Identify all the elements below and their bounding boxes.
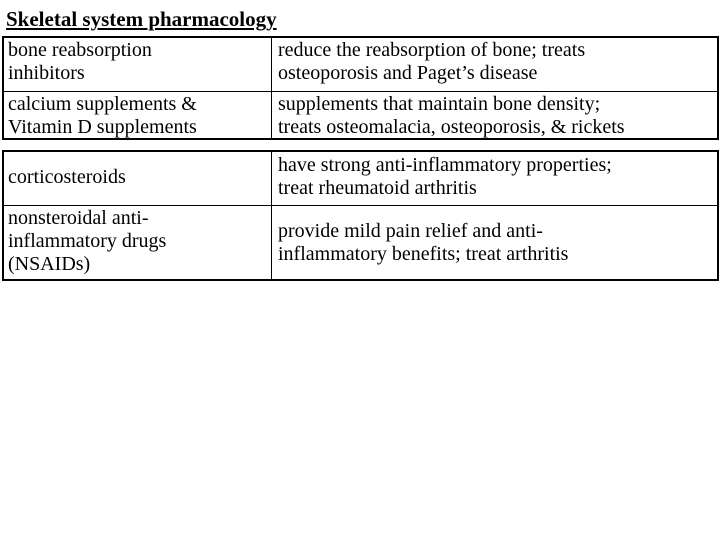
drug-description-cell: provide mild pain relief and anti- inflammatory benefits; treat arthritis (278, 220, 569, 265)
drug-class-cell: calcium supplements & Vitamin D supplements (8, 93, 197, 138)
drug-description-cell: have strong anti-inflammatory properties; treat rheumatoid arthritis (278, 154, 612, 199)
table-row (4, 91, 717, 139)
drug-description-cell: supplements that maintain bone density; treats osteomalacia, osteoporosis, & rickets (278, 93, 625, 138)
page-title: Skeletal system pharmacology (6, 7, 277, 31)
drug-class-cell: bone reabsorption inhibitors (8, 39, 152, 84)
drug-class-cell: corticosteroids (8, 166, 126, 188)
table-row (4, 152, 717, 205)
drug-table (2, 150, 719, 281)
drug-class-cell: nonsteroidal anti- inflammatory drugs (NSAIDs) (8, 207, 167, 275)
table-row (4, 38, 717, 91)
table-row (4, 205, 717, 280)
drug-description-cell: reduce the reabsorption of bone; treats osteoporosis and Paget’s disease (278, 39, 586, 84)
drug-table (2, 36, 719, 140)
